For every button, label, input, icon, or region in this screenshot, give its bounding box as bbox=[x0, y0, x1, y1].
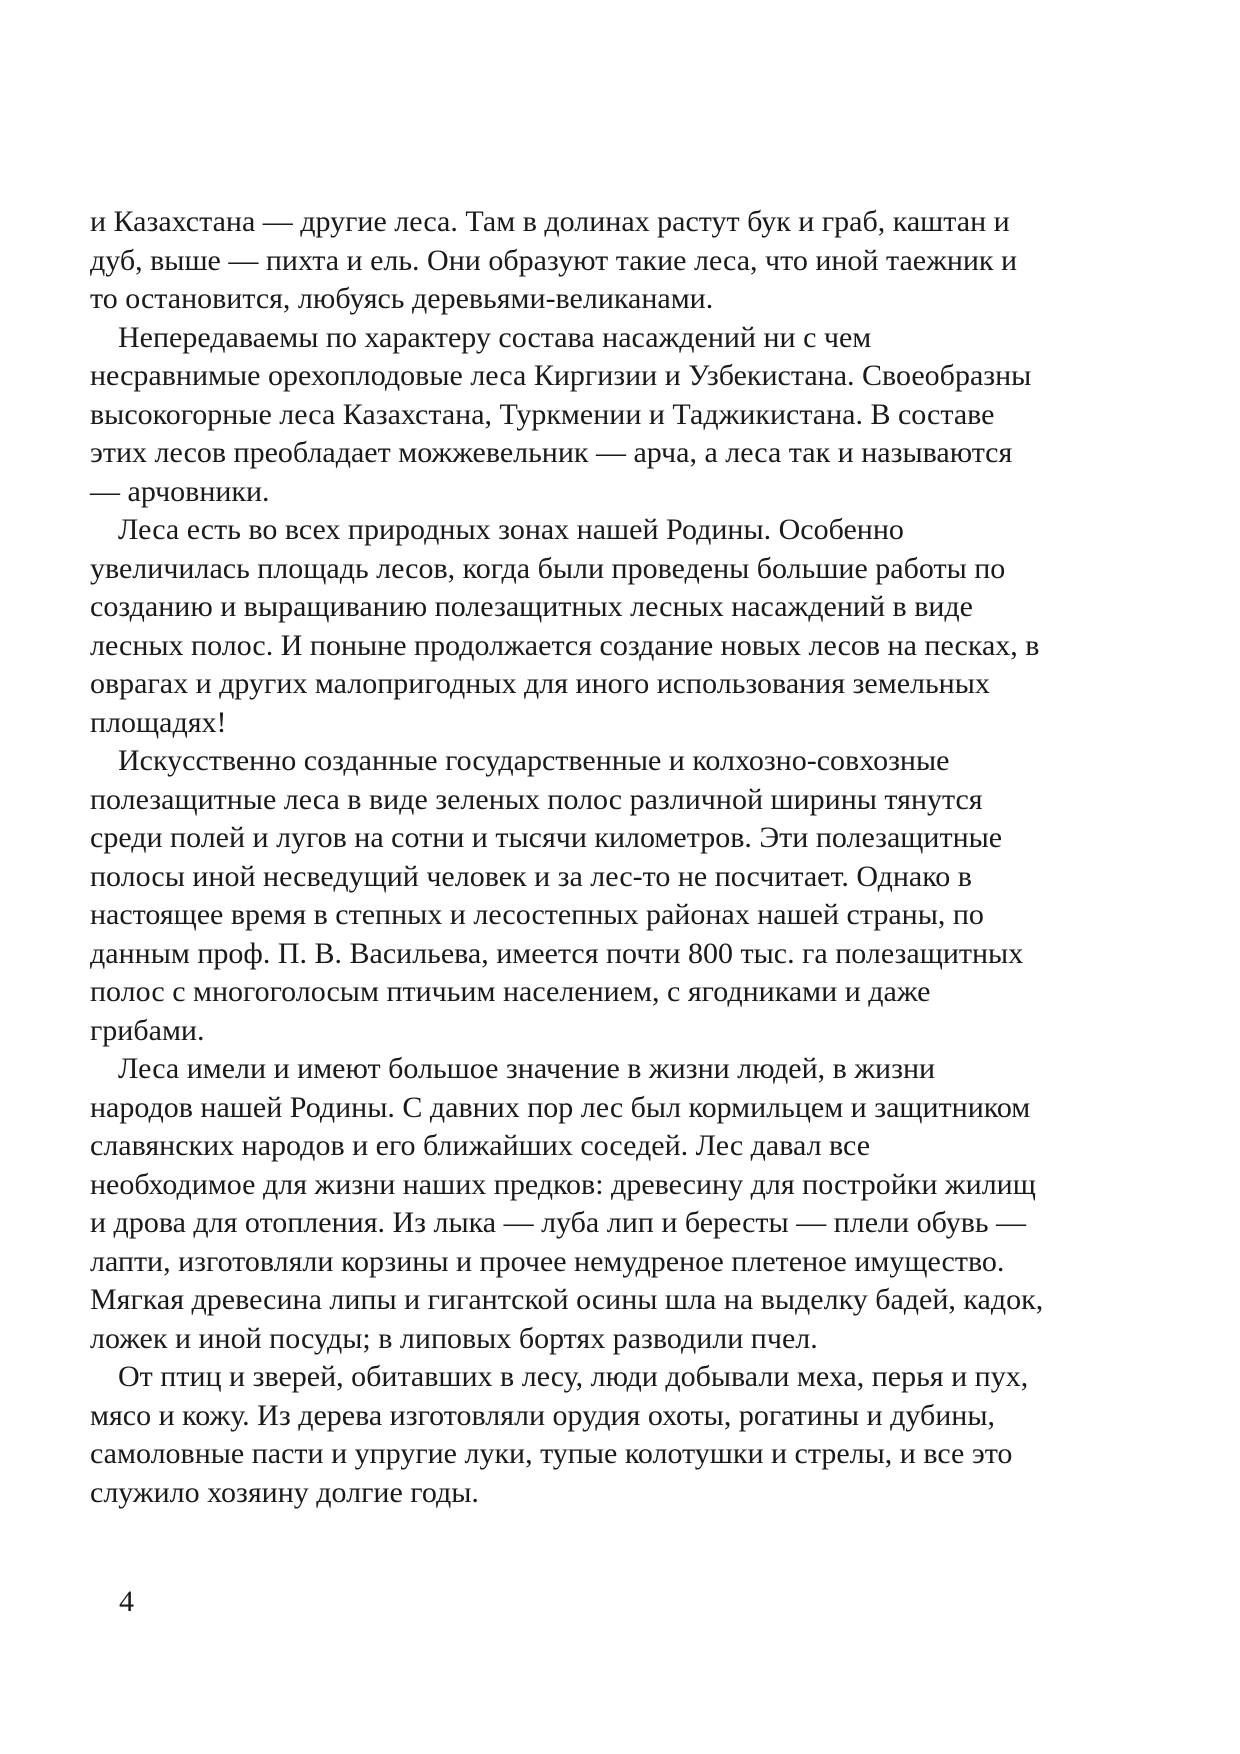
paragraph-2-line-4: этих лесов преобладает можжевельник — арча, а леса так и называются bbox=[90, 436, 1013, 469]
paragraph-5-line-8: ложек и иной посуды; в липовых бортях разводили пчел. bbox=[90, 1321, 818, 1355]
paragraph-6-line-4: служило хозяину долгие годы. bbox=[90, 1475, 479, 1509]
paragraph-5-line-2: народов нашей Родины. С давних пор лес был кормильцем и защитником bbox=[90, 1090, 1031, 1124]
paragraph-4-line-8: грибами. bbox=[90, 1013, 205, 1047]
paragraph-5-line-6: лапти, изготовляли корзины и прочее немудреное плетеное имущество. bbox=[90, 1244, 1005, 1278]
paragraph-6-line-3: самоловные пасти и упругие луки, тупые колотушки и стрелы, и все это bbox=[90, 1437, 1013, 1470]
paragraph-3-line-4: лесных полос. И поныне продолжается создание новых лесов на песках, в bbox=[90, 628, 1040, 662]
paragraph-2-line-1: Непередаваемы по характеру состава насаждений ни с чем bbox=[118, 320, 872, 354]
paragraph-5-line-7: Мягкая древесина липы и гигантской осины шла на выделку бадей, кадок, bbox=[90, 1283, 1044, 1316]
paragraph-3-line-2: увеличилась площадь лесов, когда были проведены большие работы по bbox=[90, 551, 1006, 585]
paragraph-4-line-7: полос с многоголосым птичьим населением, с ягодниками и даже bbox=[90, 975, 931, 1008]
paragraph-2-line-3: высокогорные леса Казахстана, Туркмении и Таджикистана. В составе bbox=[90, 397, 995, 431]
paragraph-5-line-4: необходимое для жизни наших предков: древесину для постройки жилищ bbox=[90, 1167, 1036, 1201]
paragraph-3-line-3: созданию и выращиванию полезащитных лесных насаждений в виде bbox=[90, 590, 973, 623]
paragraph-2-line-2: несравнимые орехоплодовые леса Киргизии и Узбекистана. Своеобразны bbox=[90, 359, 1032, 392]
paragraph-4-line-1: Искусственно созданные государственные и колхозно-совхозные bbox=[118, 744, 950, 777]
page-number: 4 bbox=[119, 1585, 134, 1618]
paragraph-4-line-3: среди полей и лугов на сотни и тысячи километров. Эти полезащитные bbox=[90, 821, 1003, 854]
paragraph-5-line-3: славянских народов и его ближайших соседей. Лес давал все bbox=[90, 1129, 871, 1162]
paragraph-3-line-6: площадях! bbox=[90, 705, 227, 739]
paragraph-6-line-1: От птиц и зверей, обитавших в лесу, люди добывали меха, перья и пух, bbox=[118, 1360, 1029, 1393]
paragraph-4-line-5: настоящее время в степных и лесостепных районах нашей страны, по bbox=[90, 898, 984, 931]
paragraph-1-line-3: то остановится, любуясь деревьями-великанами. bbox=[90, 282, 714, 315]
paragraph-3-line-5: оврагах и других малопригодных для иного использования земельных bbox=[90, 667, 990, 700]
paragraph-4-line-2: полезащитные леса в виде зеленых полос различной ширины тянутся bbox=[90, 782, 983, 816]
body-text bbox=[90, 203, 1170, 1512]
paragraph-4-line-4: полосы иной несведущий человек и за лес-то не посчитает. Однако в bbox=[90, 859, 972, 893]
paragraph-1-line-1: и Казахстана — другие леса. Там в долинах растут бук и граб, каштан и bbox=[90, 205, 1010, 238]
paragraph-2-line-5: — арчовники. bbox=[90, 474, 270, 508]
paragraph-3-line-1: Леса есть во всех природных зонах нашей Родины. Особенно bbox=[118, 513, 904, 546]
paragraph-4-line-6: данным проф. П. В. Васильева, имеется почти 800 тыс. га полезащитных bbox=[90, 936, 1024, 970]
paragraph-6-line-2: мясо и кожу. Из дерева изготовляли орудия охоты, рогатины и дубины, bbox=[90, 1398, 996, 1432]
paragraph-5-line-5: и дрова для отопления. Из лыка — луба лип и бересты — плели обувь — bbox=[90, 1206, 1027, 1239]
paragraph-5-line-1: Леса имели и имеют большое значение в жизни людей, в жизни bbox=[118, 1052, 936, 1085]
paragraph-1-line-2: дуб, выше — пихта и ель. Они образуют такие леса, что иной таежник и bbox=[90, 243, 1018, 277]
